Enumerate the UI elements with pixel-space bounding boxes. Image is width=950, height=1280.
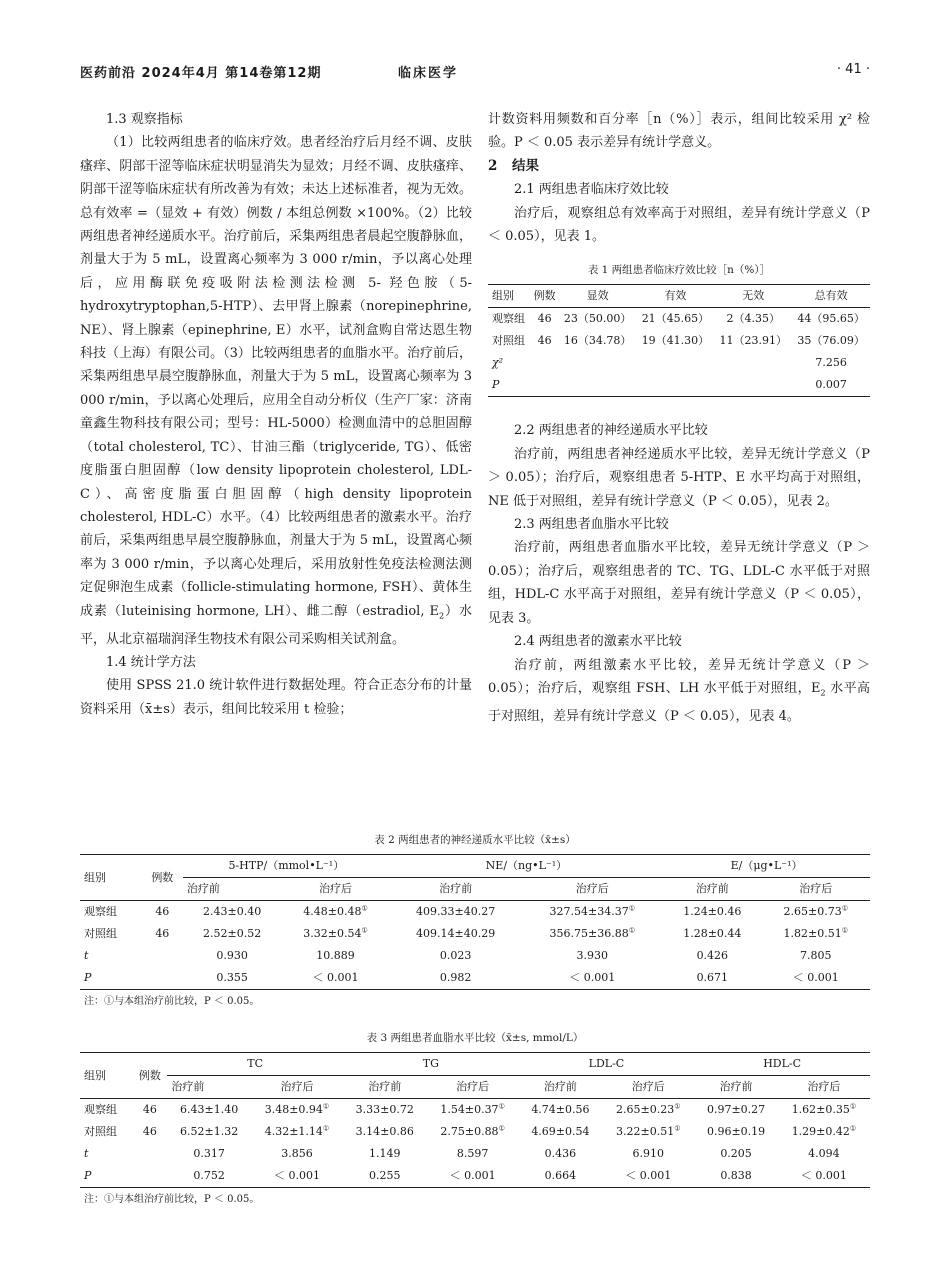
heading-section-2: 2 结果 <box>488 157 539 174</box>
table-cell: 0.96±0.19 <box>706 1125 766 1138</box>
table-cell: 7.805 <box>800 949 832 962</box>
journal-info: 医药前沿 2024年4月 第14卷第12期 <box>80 66 322 81</box>
table-cell: χ² <box>492 356 504 370</box>
table-cell: 3.32±0.54① <box>303 926 368 940</box>
table-row <box>488 352 870 374</box>
table-cell: 46 <box>537 334 552 348</box>
table-cell: 23（50.00） <box>563 312 632 326</box>
table-cell: ＜ 0.001 <box>521 967 663 990</box>
table-2-block <box>80 832 870 1010</box>
table-cell: 0.752 <box>167 1165 251 1188</box>
table-2-caption: 表 2 两组患者的神经递质水平比较（x̄±s） <box>374 834 576 846</box>
table-cell: 4.74±0.56 <box>531 1103 590 1116</box>
table-cell: t <box>84 1147 89 1160</box>
table-cell: 0.97±0.27 <box>706 1103 766 1116</box>
table3-header-measure: LDL-C <box>519 1053 695 1076</box>
table-cell: 观察组 <box>84 1103 117 1116</box>
table-cell: 0.023 <box>439 949 472 962</box>
table2-header-timepoint: 治疗后 <box>762 878 870 901</box>
table-row <box>80 1165 870 1188</box>
table-cell: 4.32±1.14① <box>264 1124 330 1138</box>
table-cell: 1.24±0.46 <box>683 905 742 918</box>
table-cell <box>142 967 183 990</box>
table-cell: 1.149 <box>369 1147 401 1160</box>
table-cell: 409.14±40.29 <box>416 927 496 940</box>
table-row <box>488 330 870 352</box>
paragraph-2-1: 治疗后，观察组总有效率高于对照组，差异有统计学意义（P ＜ 0.05），见表 1。 <box>488 205 870 245</box>
table-cell: P <box>80 967 142 990</box>
table-cell <box>530 352 558 374</box>
table-cell: 6.43±1.40 <box>180 1103 239 1116</box>
table-cell: 35（76.09） <box>797 334 865 348</box>
heading-2-1: 2.1 两组患者临床疗效比较 <box>514 182 669 198</box>
table-cell: 2.65±0.73① <box>783 904 849 918</box>
table-cell: 1.82±0.51① <box>783 926 849 940</box>
table-cell: 46 <box>537 312 552 326</box>
table-cell: ＜ 0.001 <box>281 967 389 990</box>
table3-header-n: 例数 <box>132 1053 167 1099</box>
table-1-header: 有效 <box>637 285 715 308</box>
paragraph-statistics-cont: 计数资料用频数和百分率［n（%）］表示，组间比较采用 χ² 检验。P ＜ 0.05 表示差异有统计学意义。 <box>488 112 870 151</box>
table3-header-measure: TC <box>167 1053 343 1076</box>
table-cell: ＜ 0.001 <box>778 1165 870 1188</box>
table-cell: 2.43±0.40 <box>203 905 262 918</box>
table3-header-measure: HDL-C <box>694 1053 870 1076</box>
table2-header-measure: 5-HTP/（mmol•L⁻¹） <box>183 855 390 878</box>
table3-header-timepoint: 治疗后 <box>251 1076 343 1099</box>
table-row <box>80 901 870 924</box>
right-column <box>488 108 870 728</box>
table-cell: 2.52±0.52 <box>203 927 262 940</box>
table2-header-timepoint: 治疗后 <box>521 878 663 901</box>
table-cell: 16（34.78） <box>563 334 632 348</box>
table-cell: ＜ 0.001 <box>251 1165 343 1188</box>
table-cell: 2（4.35） <box>726 312 780 326</box>
table-1 <box>488 284 870 397</box>
table-cell: 0.664 <box>519 1165 603 1188</box>
paragraph-2-2: 治疗前，两组患者神经递质水平比较，差异无统计学意义（P ＞ 0.05）；治疗后，观察组患者 5-HTP、E 水平均高于对照组，NE 低于对照组，差异有统计学意义（P ＜ 0.05），见表 2。 <box>488 446 870 509</box>
left-column <box>80 108 472 721</box>
table-3-caption: 表 3 两组患者血脂水平比较（x̄±s, mmol/L） <box>366 1032 584 1044</box>
table-cell: 0.671 <box>663 967 761 990</box>
paragraph-2-3: 治疗前，两组患者血脂水平比较，差异无统计学意义（P ＞ 0.05）；治疗后，观察组患者的 TC、TG、LDL-C 水平低于对照组，HDL-C 水平高于对照组，差异有统计学意义（P ＜ 0.05），见表 3。 <box>488 540 870 626</box>
table-cell <box>132 1165 167 1188</box>
table-cell: 0.838 <box>694 1165 778 1188</box>
table-cell: 46 <box>142 1125 157 1138</box>
table-cell <box>559 374 637 397</box>
page-number: · 41 · <box>836 62 870 77</box>
table3-header-timepoint: 治疗前 <box>694 1076 778 1099</box>
table-cell: 327.54±34.37① <box>549 904 636 918</box>
table-1-caption: 表 1 两组患者临床疗效比较［n（%）］ <box>587 264 771 277</box>
table-1-header: 无效 <box>714 285 792 308</box>
table-cell: t <box>84 949 89 962</box>
table-1-header: 组别 <box>488 285 530 308</box>
table2-header-timepoint: 治疗前 <box>390 878 522 901</box>
table-row <box>80 1121 870 1143</box>
table-cell: 46 <box>142 1103 157 1116</box>
table-1-header: 总有效 <box>792 285 870 308</box>
table-cell: 1.29±0.42① <box>791 1124 857 1138</box>
table-row <box>80 945 870 967</box>
table-cell: 0.426 <box>696 949 729 962</box>
table-cell: 0.930 <box>216 949 248 962</box>
table-cell <box>530 374 558 397</box>
table-cell: 0.255 <box>343 1165 427 1188</box>
table-cell: 0.436 <box>544 1147 577 1160</box>
table-3-note: 注：①与本组治疗前比较，P ＜ 0.05。 <box>84 1194 260 1205</box>
table-cell: ＜ 0.001 <box>762 967 870 990</box>
table-cell: 19（41.30） <box>641 334 710 348</box>
table3-header-timepoint: 治疗前 <box>167 1076 251 1099</box>
table-cell <box>132 1143 167 1165</box>
table-cell: 3.48±0.94① <box>264 1102 330 1116</box>
table-cell: 4.094 <box>808 1147 840 1160</box>
table2-header-measure: NE/（ng•L⁻¹） <box>390 855 663 878</box>
table-cell: 4.48±0.48① <box>303 904 368 918</box>
table-cell: 6.52±1.32 <box>180 1125 239 1138</box>
table-cell: 0.317 <box>193 1147 225 1160</box>
table-row <box>80 1099 870 1122</box>
table-cell <box>142 945 183 967</box>
table-cell: 0.355 <box>183 967 281 990</box>
table-cell: 356.75±36.88① <box>549 926 636 940</box>
table-2-note: 注：①与本组治疗前比较，P ＜ 0.05。 <box>84 996 260 1007</box>
table-1-header: 显效 <box>559 285 637 308</box>
table-cell: 3.33±0.72 <box>355 1103 414 1116</box>
table2-header-timepoint: 治疗后 <box>281 878 389 901</box>
table-cell: P <box>80 1165 132 1188</box>
table-cell: 对照组 <box>84 927 117 940</box>
table-cell <box>714 374 792 397</box>
table2-header-timepoint: 治疗前 <box>183 878 281 901</box>
table-cell: 3.856 <box>281 1147 313 1160</box>
table-cell: 46 <box>155 927 170 940</box>
section-name: 临床医学 <box>398 66 459 81</box>
table2-header-measure: E/（μg•L⁻¹） <box>663 855 870 878</box>
table-cell: 2.75±0.88① <box>440 1124 505 1138</box>
table-cell: 1.54±0.37① <box>440 1102 505 1116</box>
running-header <box>80 62 870 86</box>
table-cell: 1.62±0.35① <box>791 1102 857 1116</box>
table2-header-timepoint: 治疗前 <box>663 878 761 901</box>
paragraph-observation-indicators: （1）比较两组患者的临床疗效。患者经治疗后月经不调、皮肤瘙痒、阴部干涩等临床症状明显消失为显效；月经不调、皮肤瘙痒、阴部干涩等临床症状有所改善为有效；未达上述标准者，视为无效。总有效率 =（显效 + 有效）例数 / 本组总例数 ×100%。（2）比较两组患者神经递质水平。治疗前后，采集两组患者晨起空腹静脉血，剂量大于为 5 mL，设置离心频率为 3 000 r/min，予以离心处理后，应用酶联免疫吸附法检测法检测 5- 羟色胺（5-hydroxytryptophan,5-HTP）、去甲肾上腺素（norepinephrine, NE）、肾上腺素（epinephrine, E）水平，试剂盒购自常达恩生物科技（上海）有限公司。（3）比较两组患者的血脂水平。治疗前后，采集两组患早晨空腹静脉血，剂量大于为 5 mL，设置离心频率为 3 000 r/min，予以离心处理后，应用全自动分析仪（生产厂家：济南童鑫生物科技有限公司；型号：HL-5000）检测血清中的总胆固醇（total cholesterol, TC）、甘油三酯（triglyceride, TG）、低密度脂蛋白胆固醇（low density lipoprotein cholesterol, LDL-C）、高密度脂蛋白胆固醇（high density lipoprotein cholesterol, HDL-C）水平。（4）比较两组患者的激素水平。治疗前后，采集两组患早晨空腹静脉血，剂量大于为 5 mL，设置离心频率为 3 000 r/min，予以离心处理后，采用放射性免疫法检测法测定促卵泡生成素（follicle-stimulating hormone, FSH）、黄体生成素（luteinising hormone, LH）、雌二醇（estradiol, $E_2$）水平，从北京福瑞润泽生物技术有限公司采购相关试剂盒。 <box>80 135 472 647</box>
table-cell: 6.910 <box>632 1147 664 1160</box>
table-3-block <box>80 1030 870 1208</box>
table3-header-group: 组别 <box>80 1053 132 1099</box>
table3-header-timepoint: 治疗前 <box>519 1076 603 1099</box>
heading-2-3: 2.3 两组患者血脂水平比较 <box>514 517 669 533</box>
table-row <box>488 308 870 331</box>
table-cell: ＜ 0.001 <box>602 1165 694 1188</box>
table-1-header: 例数 <box>530 285 558 308</box>
table-row <box>488 374 870 397</box>
table-row <box>80 1143 870 1165</box>
table-cell <box>637 374 715 397</box>
heading-2-2: 2.2 两组患者的神经递质水平比较 <box>514 423 708 439</box>
table3-header-timepoint: 治疗前 <box>343 1076 427 1099</box>
table-cell: P <box>488 374 530 397</box>
table-cell: 4.69±0.54 <box>531 1125 590 1138</box>
table-cell: 对照组 <box>492 334 525 348</box>
table-cell: 0.205 <box>720 1147 752 1160</box>
table-cell: 0.982 <box>390 967 522 990</box>
heading-2-4: 2.4 两组患者的激素水平比较 <box>514 634 682 650</box>
table-cell: 10.889 <box>316 949 355 962</box>
table-cell: 21（45.65） <box>641 312 710 326</box>
table2-header-n: 例数 <box>142 855 183 901</box>
table3-header-measure: TG <box>343 1053 519 1076</box>
table3-header-timepoint: 治疗后 <box>602 1076 694 1099</box>
table3-header-timepoint: 治疗后 <box>778 1076 870 1099</box>
paragraph-statistics: 使用 SPSS 21.0 统计软件进行数据处理。符合正态分布的计量资料采用（x̄±s）表示，组间比较采用 t 检验； <box>80 678 472 717</box>
table-cell: 409.33±40.27 <box>416 905 496 918</box>
table-cell: 7.256 <box>815 356 847 370</box>
table-cell: 46 <box>155 905 170 918</box>
table-cell <box>637 352 715 374</box>
table3-header-timepoint: 治疗后 <box>427 1076 519 1099</box>
table-cell <box>559 352 637 374</box>
table-cell: 对照组 <box>84 1125 117 1138</box>
table-cell: 1.28±0.44 <box>683 927 742 940</box>
table-cell: 2.65±0.23① <box>616 1102 681 1116</box>
table-cell: 8.597 <box>456 1147 489 1160</box>
heading-1-3: 1.3 观察指标 <box>106 112 183 127</box>
table-row <box>80 923 870 945</box>
table-cell: 观察组 <box>492 312 525 326</box>
table-row <box>80 967 870 990</box>
table-cell: 11（23.91） <box>719 334 787 348</box>
table-cell: 0.007 <box>792 374 870 397</box>
table-cell <box>714 352 792 374</box>
heading-1-4: 1.4 统计学方法 <box>106 654 196 670</box>
table-cell: ＜ 0.001 <box>427 1165 519 1188</box>
table-cell: 3.22±0.51① <box>616 1124 681 1138</box>
table-2 <box>80 854 870 990</box>
table2-header-group: 组别 <box>80 855 142 901</box>
table-cell: 3.14±0.86 <box>355 1125 414 1138</box>
table-cell: 观察组 <box>84 905 117 918</box>
table-3 <box>80 1052 870 1188</box>
table-cell: 44（95.65） <box>797 312 865 326</box>
paragraph-2-4: 治疗前，两组激素水平比较，差异无统计学意义（P ＞ 0.05）；治疗后，观察组 FSH、LH 水平低于对照组，$E_2$ 水平高于对照组，差异有统计学意义（P ＜ 0.05），见表 4。 <box>488 657 870 724</box>
table-cell: 3.930 <box>576 949 609 962</box>
